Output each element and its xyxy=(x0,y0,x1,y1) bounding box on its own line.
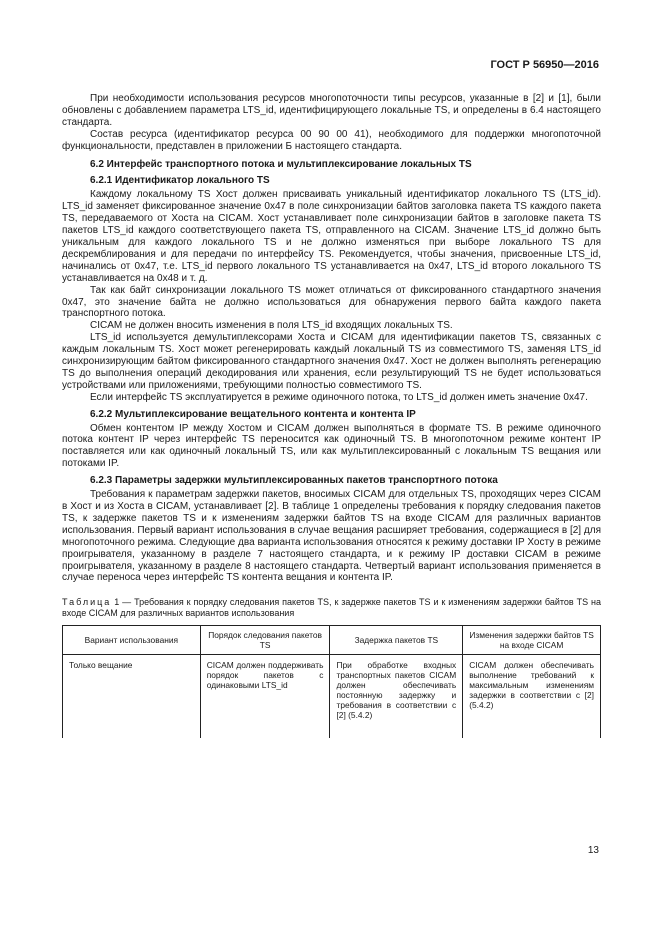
section-6-2-3-paragraph-1: Требования к параметрам задержки пакетов, вносимых CICAM для отдельных TS, проходящих через CICAM в Хост и из Хоста в CICAM, устанавливает [2]. В таблице 1 определены требования к порядку следования пакетов TS, к задержке пакетов TS и к изменениям задержки байтов TS на входе CICAM для различных вариантов использования. Первый вариант использования в случае вещания расширяет требования, содержащиеся в [2] для многопоточного режима. Следующие два варианта использования относятся к режиму доставки IP Хосту в режиме проигрывателя, указанному в разделе 7 настоящего стандарта, и к режиму IP доставки CICAM в режиме проигрывателя, указанному в разделе 8 настоящего стандарта. Четвертый вариант использования применяется в случае переноса через интерфейс TS контента вещания и контента IP. xyxy=(62,489,601,584)
table-header-cell: Задержка пакетов TS xyxy=(330,626,463,655)
table-caption xyxy=(62,597,601,619)
intro-paragraph-2: Состав ресурса (идентификатор ресурса 00 90 00 41), необходимого для поддержки многопоточной функциональности, представлен в приложении Б настоящего стандарта. xyxy=(62,128,601,152)
document-body xyxy=(62,93,601,738)
section-6-2-1-paragraph-5: Если интерфейс TS эксплуатируется в режиме одиночного потока, то LTS_id должен иметь значение 0x47. xyxy=(90,391,588,403)
table-row xyxy=(63,655,601,739)
section-6-2-heading: 6.2 Интерфейс транспортного потока и мультиплексирование локальных TS xyxy=(90,158,472,170)
table-header-cell: Порядок следования пакетов TS xyxy=(200,626,330,655)
table-cell: CICAM должен обеспечивать выполнение требований к максимальным изменениям задержки в соответствии с [2] (5.4.2) xyxy=(463,655,601,739)
section-6-2-1-paragraph-4: LTS_id используется демультиплексорами Хоста и CICAM для идентификации пакетов TS, связанных с каждым локальным TS. Хост может регенерировать каждый локальный TS из совместимого TS, заменяя LTS_id синхронизирующим байтом фиксированного стандартного значения 0x47. Хост не должен выполнять регенерацию TS до выполнения операций декодирования или хранения, если результирующий TS не будет использоваться устройствами или приложениями, требующими полностью совместимого TS. xyxy=(62,332,601,391)
table-caption-text: 1 — Требования к порядку следования пакетов TS, к задержке пакетов TS и к изменениям задержки байтов TS на входе CICAM для различных вариантов использования xyxy=(62,597,601,619)
table-cell: Только вещание xyxy=(63,655,201,739)
section-6-2-1-paragraph-3: CICAM не должен вносить изменения в поля LTS_id входящих локальных TS. xyxy=(90,320,453,332)
section-6-2-1-paragraph-2: Так как байт синхронизации локального TS может отличаться от фиксированного стандартного значения 0x47, это значение байта не должно использоваться для обнаружения первого байта каждого пакета транспортного потока. xyxy=(62,284,601,320)
requirements-table xyxy=(62,625,601,738)
section-6-2-1-heading: 6.2.1 Идентификатор локального TS xyxy=(90,175,270,187)
section-6-2-2-heading: 6.2.2 Мультиплексирование вещательного контента и контента IP xyxy=(90,408,416,420)
table-caption-label: Таблица xyxy=(62,597,112,608)
section-6-2-3-heading: 6.2.3 Параметры задержки мультиплексированных пакетов транспортного потока xyxy=(90,475,498,487)
intro-paragraph-1: При необходимости использования ресурсов многопоточности типы ресурсов, указанные в [2] и [1], были обновлены с добавлением параметра LTS_id, идентифицирующего локальные TS, и определены в 6.4 настоящего стандарта. xyxy=(62,93,601,128)
document-header-standard: ГОСТ Р 56950—2016 xyxy=(490,59,599,71)
page-number: 13 xyxy=(587,845,599,856)
table-header-cell: Изменения задержки байтов TS на входе CICAM xyxy=(463,626,601,655)
table-cell: При обработке входных транспортных пакетов CICAM должен обеспечивать постоянную задержку и требования в соответствии с [2] (5.4.2) xyxy=(330,655,463,739)
table-header-cell: Вариант использования xyxy=(63,626,201,655)
section-6-2-2-paragraph-1: Обмен контентом IP между Хостом и CICAM должен выполняться в формате TS. В режиме одиночного потока контент IP через интерфейс TS переносится как одиночный TS. В многопоточном режиме контент IP поставляется или как одиночный локальный TS, или как мультиплексированный с локальным TS вещания или потоками IP. xyxy=(62,422,601,470)
section-6-2-1-paragraph-1: Каждому локальному TS Хост должен присваивать уникальный идентификатор локального TS (LTS_id). LTS_id заменяет фиксированное значение 0x47 в поле синхронизации байтов заголовка пакета TS каждого пакета TS, передаваемого от Хоста на CICAM. Хост устанавливает поле синхронизации байтов в заголовке пакета TS пакетов LTS_id каждого соответствующего пакета TS, отправленного на CICAM. Значение LTS_id должно быть уникальным для каждого локального TS и не должно изменяться при выборе локального TS для дескремблирования и для передачи по интерфейсу TS. Рекомендуется, чтобы значения, присвоенные LTS_id, начинались от 0x47, т.е. LTS_id первого локального TS устанавливается на 0x47, LTS_id второго локального TS устанавливается на 0x48 и т. д. xyxy=(62,189,601,284)
table-cell: CICAM должен поддерживать порядок пакетов с одинаковыми LTS_id xyxy=(200,655,330,739)
table-header-row xyxy=(63,626,601,655)
